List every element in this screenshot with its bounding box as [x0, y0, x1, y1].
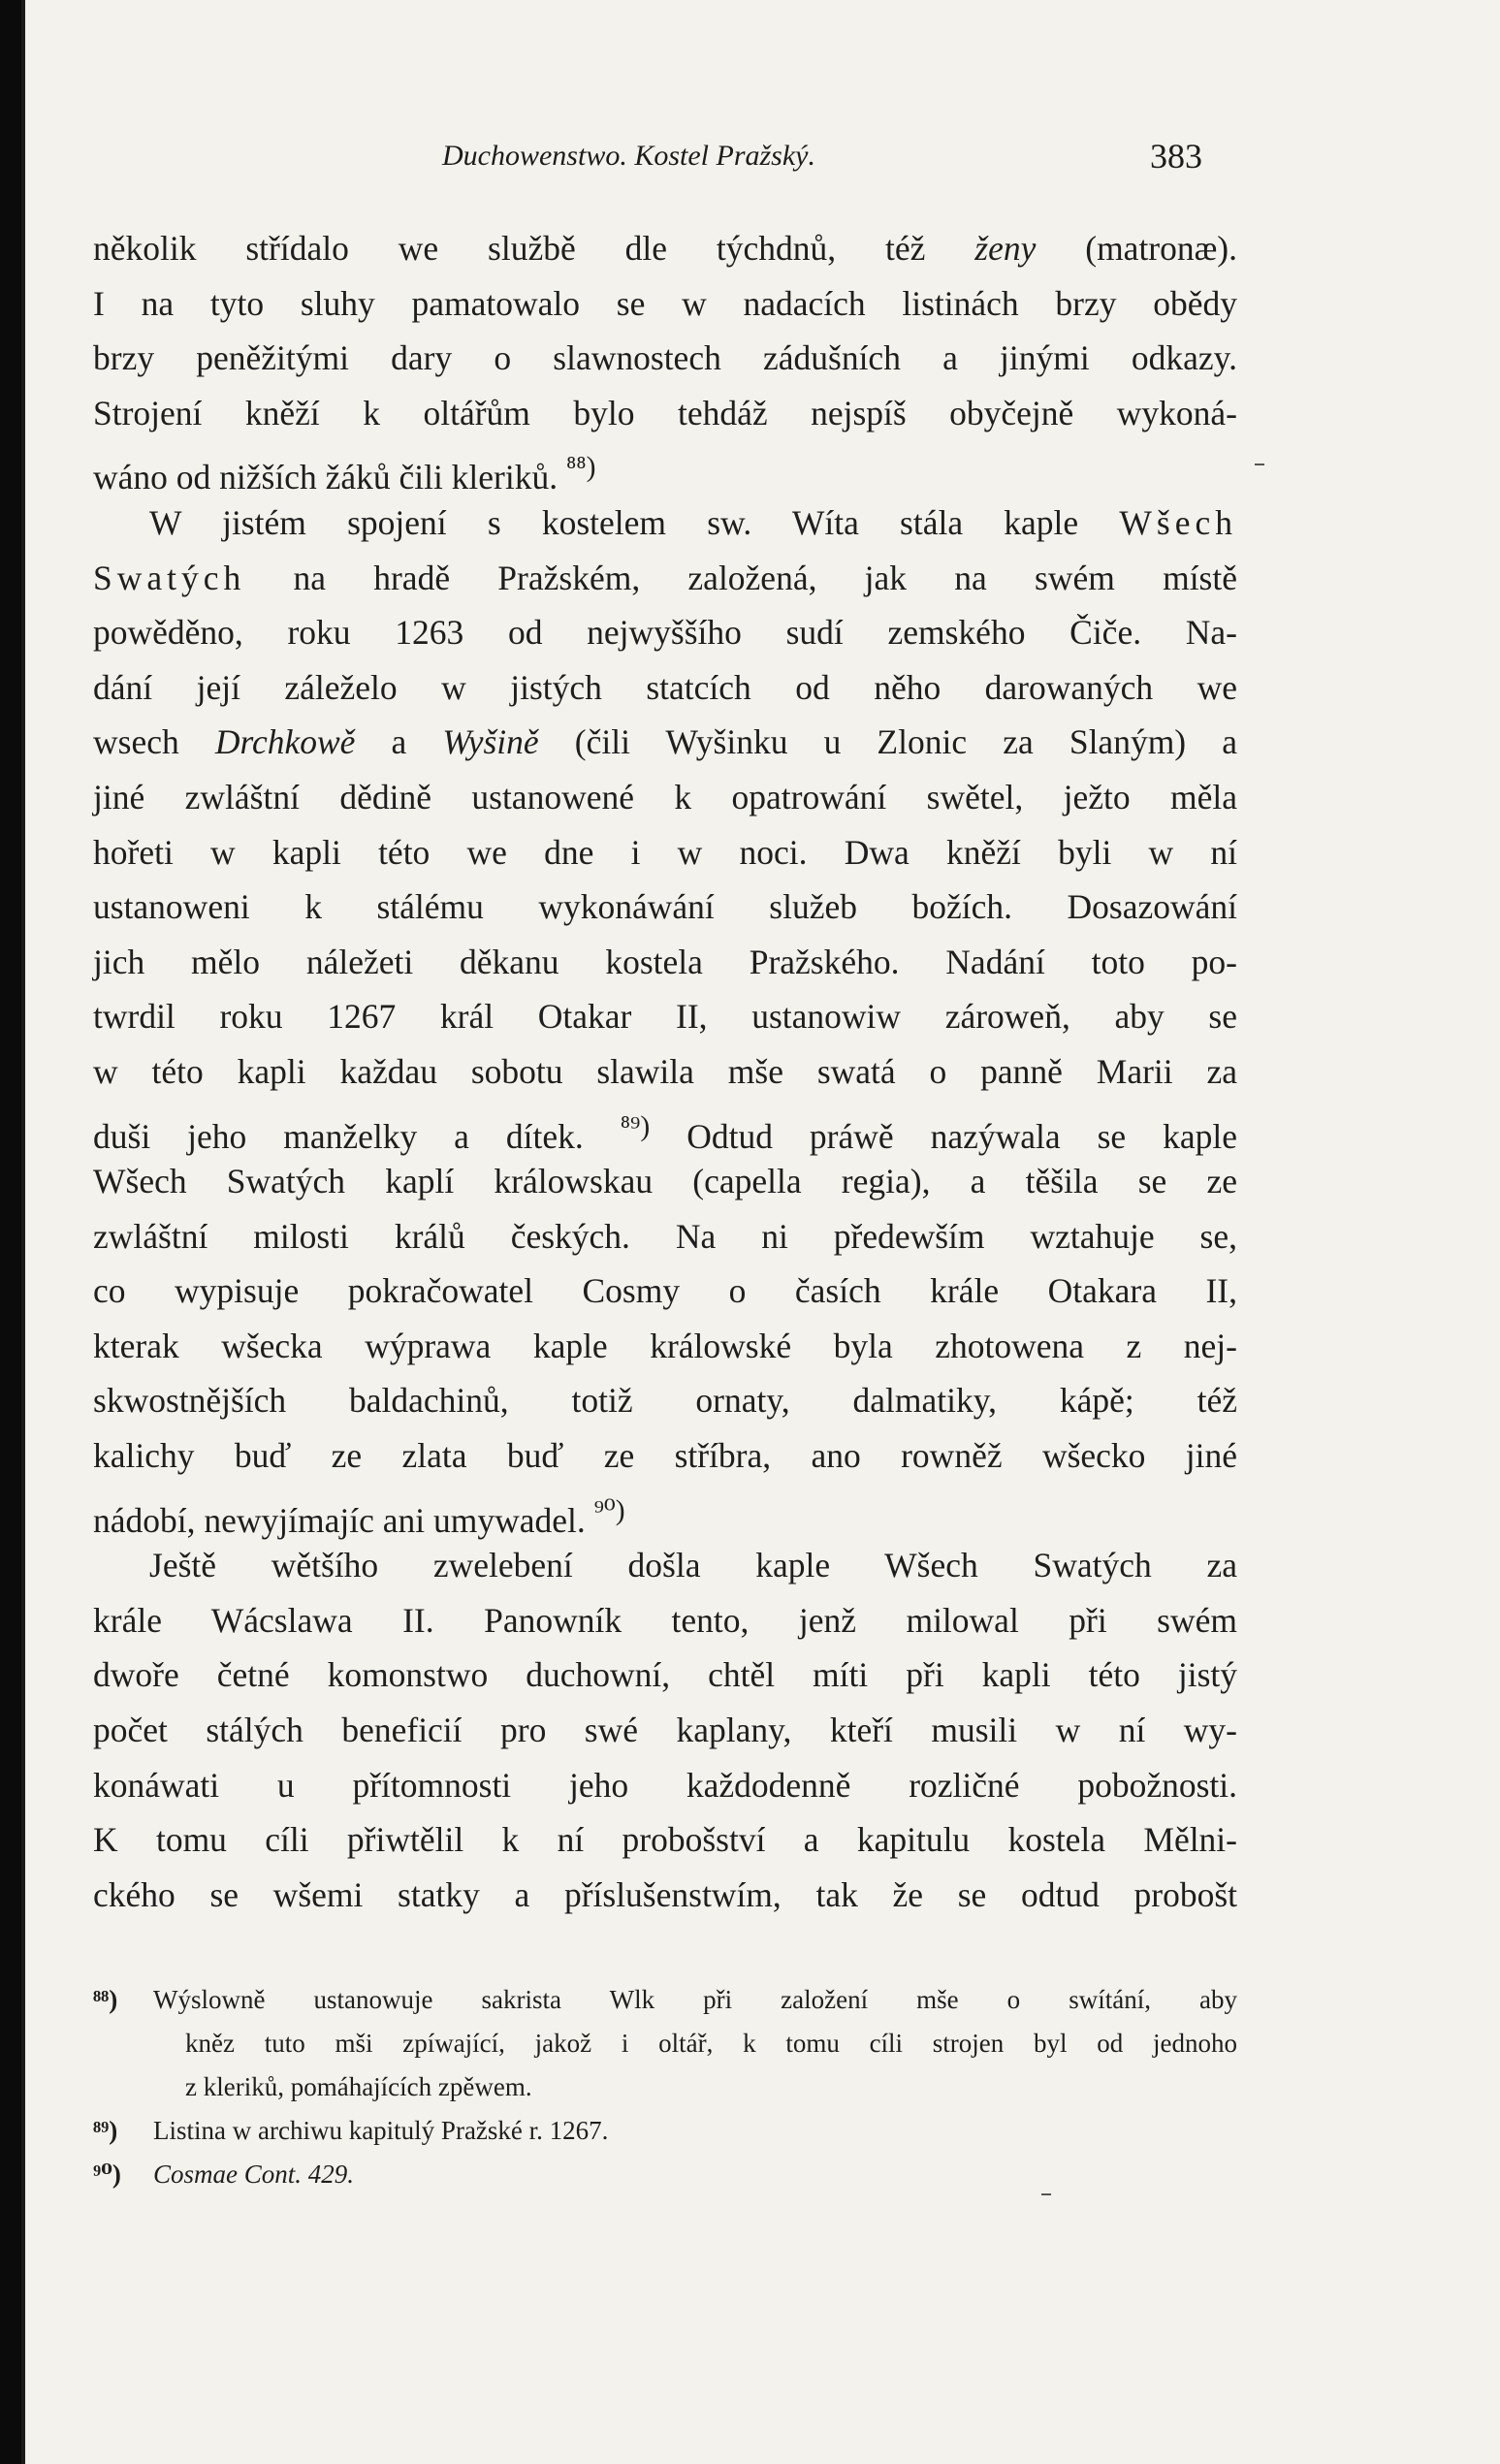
text-line: Swatých na hradě Pražském, založená, jak na swém místě	[93, 558, 1237, 597]
text-line: Wšech Swatých kaplí králowskau (capella regia), a těšila se ze	[93, 1162, 1237, 1201]
emphasis-wysine: Wyšině	[442, 722, 539, 762]
footnote-88-cont: kněz tuto mši zpíwající, jakož i oltář, k tomu cíli strojen byl od jednoho	[185, 2029, 1237, 2058]
footnote-mark: ⁹⁰)	[93, 2160, 121, 2189]
text-line: I na tyto sluhy pamatowalo se w nadacích listinách brzy obědy	[93, 283, 1237, 323]
text-line: ckého se wšemi statky a příslušenstwím, tak že se odtud probošt	[93, 1874, 1237, 1914]
spaced-wsech: Wšech	[1119, 502, 1237, 542]
page-number: 383	[1150, 137, 1202, 176]
text-line: wáno od nižších žáků čili kleriků. $^{^{88})}$	[93, 452, 596, 497]
book-page	[21, 0, 1500, 2464]
footnote-89: ⁸⁹) Listina w archiwu kapitulý Pražské r. 1267.	[93, 2109, 1237, 2153]
text-line: w této kapli každau sobotu slawila mše swatá o panně Marii za	[93, 1051, 1237, 1091]
spaced-swatych: Swatých	[93, 558, 246, 597]
text-line: co wypisuje pokračowatel Cosmy o časích krále Otakara II,	[93, 1271, 1237, 1311]
text-line: Strojení kněží k oltářům bylo tehdáž nejspíš obyčejně wykoná-	[93, 393, 1237, 432]
text-line: wsech Drchkowě a Wyšině (čili Wyšinku u Zlonic za Slaným) a	[93, 722, 1237, 762]
text-line: brzy peněžitými dary o slawnostech zádušních a jinými odkazy.	[93, 338, 1237, 378]
emphasis-drchkowe: Drchkowě	[214, 722, 356, 762]
text-line: dwoře četné komonstwo duchowní, chtěl míti při kapli této jistý	[93, 1655, 1237, 1695]
body-text	[93, 221, 1237, 1922]
footnote-mark: ⁸⁸)	[93, 1985, 118, 2014]
text-line: K tomu cíli přiwtělil k ní probošství a kapitulu kostela Mělni-	[93, 1820, 1237, 1860]
text-line: jiné zwláštní dědině ustanowené k opatrowání swětel, ježto měla	[93, 777, 1237, 816]
running-title: Duchowenstwo. Kostel Pražský.	[442, 140, 815, 172]
text-line: kterak wšecka wýprawa kaple králowské byla zhotowena z nej-	[93, 1326, 1237, 1365]
footnote-ref-89: ⁸⁹)	[620, 1110, 651, 1142]
text-line: počet stálých beneficií pro swé kaplany, kteří musili w ní wy-	[93, 1711, 1237, 1750]
text-line: krále Wácslawa II. Panowník tento, jenž milowal při swém	[93, 1600, 1237, 1640]
footnote-88-cont: z kleriků, pomáhajících zpěwem.	[185, 2072, 532, 2101]
text-line: twrdil roku 1267 král Otakar II, ustanowiw zároweň, aby se	[93, 997, 1237, 1037]
page-header	[25, 136, 1500, 194]
print-speck	[1255, 464, 1264, 465]
text-line: skwostnějších baldachinů, totiž ornaty, dalmatiky, kápě; též	[93, 1381, 1237, 1421]
footnote-ref-88: ⁸⁸)	[566, 452, 596, 484]
footnote-88: ⁸⁸) Wýslowně ustanowuje sakrista Wlk při založení mše o swítání, aby	[93, 1978, 1237, 2022]
text-line: nádobí, newyjímajíc ani umywadel. $^{^{90})}$	[93, 1494, 625, 1540]
text-line: několik střídalo we službě dle týchdnů, též ženy (matronæ).	[93, 229, 1238, 268]
text-line: Ještě wětšího zwelebení došla kaple Wšech Swatých za	[149, 1546, 1237, 1585]
text-line: duši jeho manželky a dítek. $^{^{89})}$ Odtud práwě nazýwala se kaple	[93, 1110, 1237, 1156]
footnote-90: ⁹⁰) Cosmae Cont. 429.	[93, 2153, 1237, 2196]
text-line: powěděno, roku 1263 od nejwyššího sudí zemského Čiče. Na-	[93, 613, 1237, 653]
text-line: konáwati u přítomnosti jeho každodenně rozličné pobožnosti.	[93, 1765, 1237, 1805]
text-line: jich mělo náležeti děkanu kostela Pražského. Nadání toto po-	[93, 942, 1237, 981]
text-line: W jistém spojení s kostelem sw. Wíta stála kaple Wšech	[149, 502, 1237, 542]
emphasis-zeny: ženy	[974, 229, 1037, 268]
text-line: kalichy buď ze zlata buď ze stříbra, ano rowněž wšecko jiné	[93, 1436, 1237, 1476]
print-speck	[1041, 2193, 1051, 2195]
text-line: ustanoweni k stálému wykonáwání služeb božích. Dosazowání	[93, 887, 1237, 927]
text-line: dání její záleželo w jistých statcích od něho darowaných we	[93, 667, 1237, 707]
footnote-ref-90: ⁹⁰)	[593, 1494, 625, 1526]
text-line: hořeti w kapli této we dne i w noci. Dwa kněží byli w ní	[93, 832, 1237, 872]
text-line: zwláštní milosti králů českých. Na ni předewším wztahuje se,	[93, 1216, 1237, 1256]
footnotes	[93, 1978, 1237, 2196]
footnote-mark: ⁸⁹)	[93, 2116, 118, 2145]
